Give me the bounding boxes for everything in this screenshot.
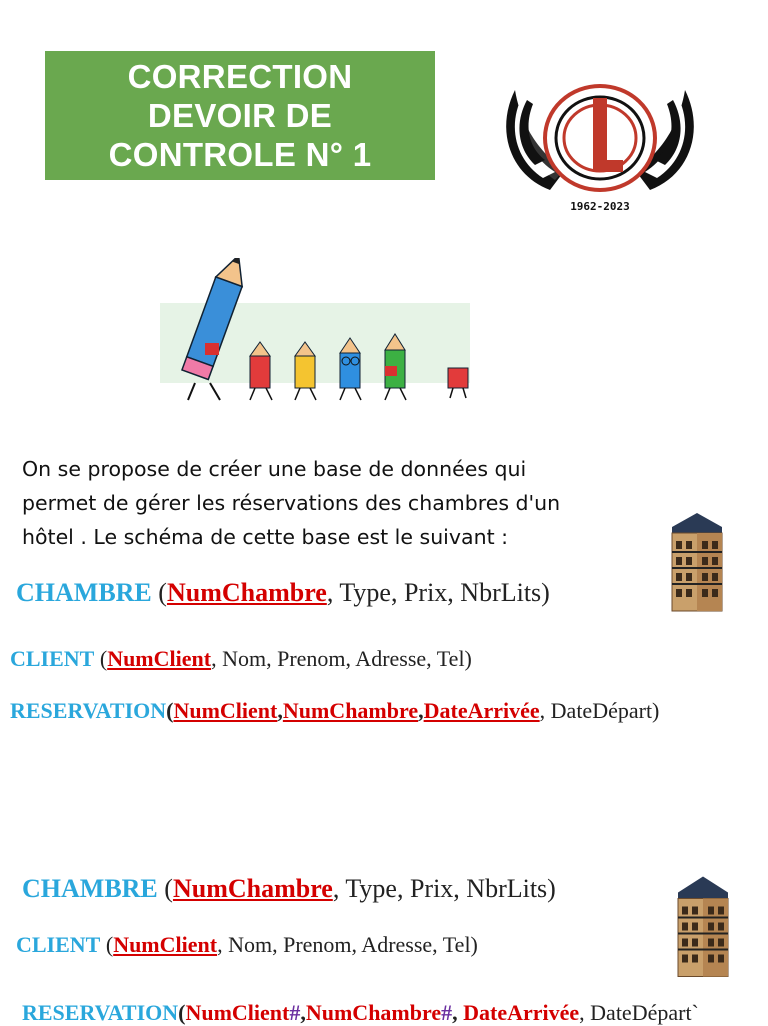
- hotel-building-icon: [662, 505, 732, 615]
- title-line-2: DEVOIR DE: [147, 97, 333, 134]
- entity-name: CLIENT: [10, 646, 95, 671]
- title-line-1: CORRECTION: [127, 58, 353, 95]
- paren: (: [151, 578, 167, 607]
- primary-key: NumChambre: [166, 578, 327, 607]
- schema2-client: [16, 932, 478, 958]
- attributes: , Nom, Prenom, Adresse, Tel): [217, 932, 478, 957]
- attributes: , Type, Prix, NbrLits): [332, 874, 556, 903]
- primary-key: NumChambre: [172, 874, 333, 903]
- paren: (: [178, 1000, 186, 1025]
- foreign-key-mark: #: [289, 1000, 301, 1025]
- separator: ,: [300, 1000, 306, 1025]
- foreign-key: NumChambre: [305, 1000, 442, 1025]
- paren: (: [100, 932, 114, 957]
- attributes: , Type, Prix, NbrLits): [326, 578, 550, 607]
- paren: (: [94, 646, 108, 671]
- primary-key: DateArrivée: [423, 698, 540, 723]
- schema1-client: [10, 646, 472, 672]
- paren: (: [166, 698, 174, 723]
- attributes: , DateDépart): [539, 698, 660, 723]
- primary-key: NumChambre: [282, 698, 419, 723]
- separator: ,: [277, 698, 283, 723]
- schema1-reservation: [10, 698, 659, 724]
- title-line-3: CONTROLE N° 1: [108, 136, 372, 173]
- entity-name: CHAMBRE: [22, 874, 158, 903]
- title-banner: [45, 51, 435, 180]
- school-logo: [495, 60, 705, 220]
- intro-paragraph: [22, 452, 642, 554]
- schema2-chambre: [22, 874, 556, 904]
- pencils-illustration: [150, 258, 475, 410]
- logo-years: 1962-2023: [570, 200, 630, 213]
- entity-name: CHAMBRE: [16, 578, 152, 607]
- entity-name: RESERVATION: [22, 1000, 179, 1025]
- attributes: , Nom, Prenom, Adresse, Tel): [211, 646, 472, 671]
- hotel-building-icon: [668, 868, 738, 983]
- paren: (: [157, 874, 173, 903]
- primary-key: NumClient: [113, 932, 218, 957]
- separator: ,: [418, 698, 424, 723]
- separator: ,: [452, 1000, 458, 1025]
- schema2-reservation: [22, 1000, 699, 1026]
- entity-name: RESERVATION: [10, 698, 167, 723]
- foreign-key: NumClient: [185, 1000, 290, 1025]
- intro-line: hôtel . Le schéma de cette base est le suivant :: [22, 525, 509, 549]
- entity-name: CLIENT: [16, 932, 101, 957]
- primary-key: NumClient: [173, 698, 278, 723]
- intro-line: On se propose de créer une base de données qui: [22, 457, 527, 481]
- schema1-chambre: [16, 578, 550, 608]
- attributes: , DateDépart`: [579, 1000, 699, 1025]
- foreign-key-mark: #: [441, 1000, 453, 1025]
- intro-line: permet de gérer les réservations des chambres d'un: [22, 491, 561, 515]
- primary-key: DateArrivée: [457, 1000, 580, 1025]
- primary-key: NumClient: [107, 646, 212, 671]
